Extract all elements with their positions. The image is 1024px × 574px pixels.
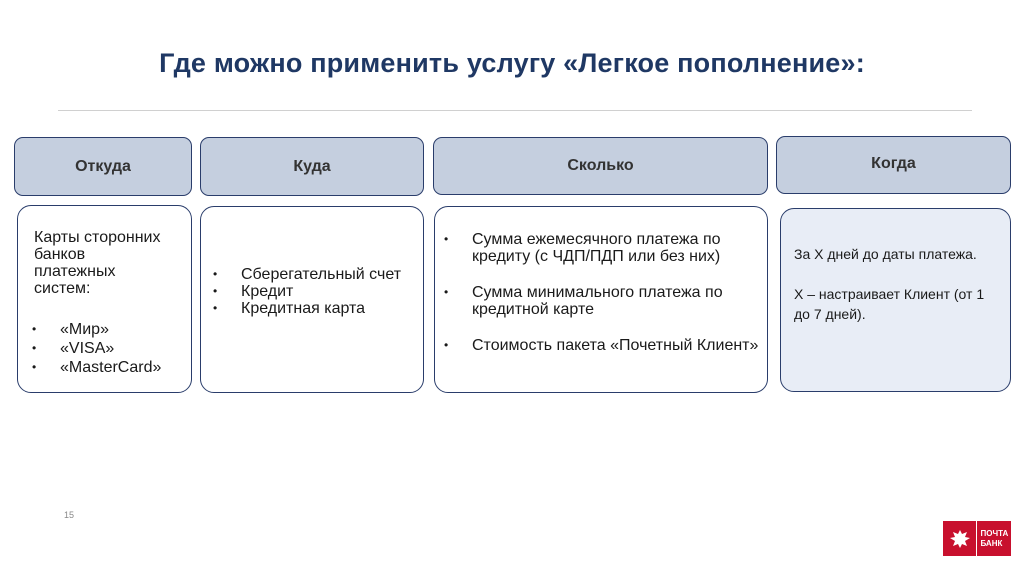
eagle-icon [943,521,976,556]
box-kogda [780,208,1011,392]
list-item: • «MasterCard» [32,358,192,377]
kuda-list [213,266,413,317]
otkuda-intro-line-3: платежных [34,263,116,280]
header-kogda [776,136,1011,194]
list-item: • «Мир» [32,320,192,339]
header-kuda-label: Куда [293,157,331,175]
box-skolko [434,206,768,393]
list-item: • Кредит [213,283,413,300]
skolko-list [444,231,762,354]
list-item: • Стоимость пакета «Почетный Клиент» [444,337,762,354]
logo-line-1: ПОЧТА [980,528,1009,538]
otkuda-intro-line-2: банков [34,246,86,263]
header-kuda [200,137,424,196]
kogda-line-2: Х – настраивает Клиент (от 1 до 7 дней). [794,286,985,322]
header-skolko [433,137,768,195]
title-divider [58,110,972,111]
logo-line-2: БАНК [980,538,1003,548]
box-kuda [200,206,424,393]
otkuda-intro-line-4: систем: [34,280,91,297]
otkuda-list [32,320,192,377]
page-number: 15 [64,510,75,520]
list-item: • Сумма ежемесячного платежа по кредиту (с ЧДП/ПДП или без них) [444,231,762,265]
header-otkuda-label: Откуда [75,157,131,175]
header-skolko-label: Сколько [567,157,634,174]
list-item: • Сумма минимального платежа по кредитной карте [444,284,762,318]
pochta-bank-logo [943,521,1011,556]
kogda-line-1: За Х дней до даты платежа. [794,246,977,262]
slide-title: Где можно применить услугу «Легкое пополнение»: [159,48,865,78]
list-item: • Кредитная карта [213,300,413,317]
list-item: • «VISA» [32,339,192,358]
otkuda-intro-line-1: Карты сторонних [34,229,161,246]
list-item: • Сберегательный счет [213,266,413,283]
header-otkuda [14,137,192,196]
header-kogda-label: Когда [871,155,916,172]
box-otkuda [17,205,192,393]
